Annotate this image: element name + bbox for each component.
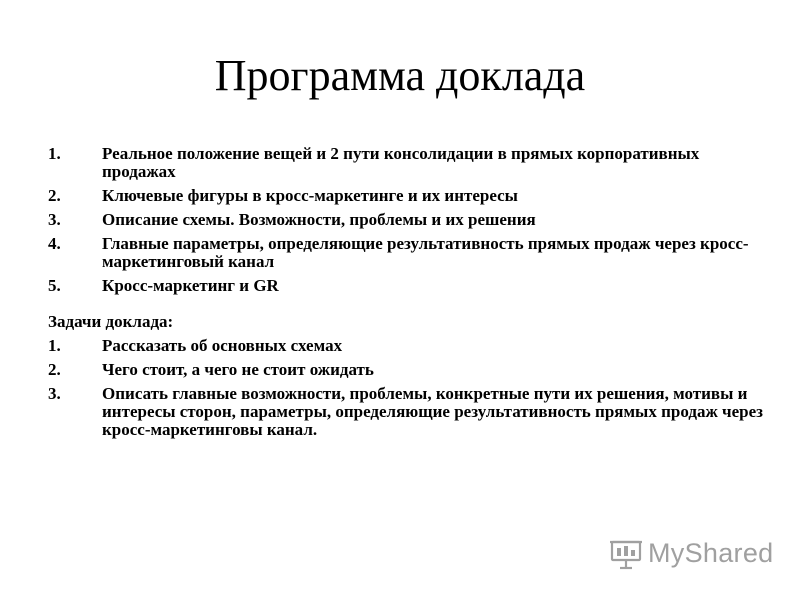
- item-text: Чего стоит, а чего не стоит ожидать: [102, 360, 374, 379]
- item-number: 4.: [48, 234, 61, 253]
- item-number: 1.: [48, 144, 61, 163]
- item-text: Описать главные возможности, проблемы, конкретные пути их решения, мотивы и интересы сторон, параметры, определяющие результативность прямых продаж через кросс-маркетинговы канал.: [102, 384, 763, 439]
- item-text: Описание схемы. Возможности, проблемы и их решения: [102, 210, 536, 229]
- item-number: 2.: [48, 360, 61, 379]
- watermark-logo: [608, 535, 773, 571]
- program-item: [48, 277, 768, 295]
- slide-content: [48, 145, 768, 445]
- item-text: Реальное положение вещей и 2 пути консолидации в прямых корпоративных продажах: [102, 144, 700, 181]
- watermark-text: MyShared: [648, 537, 774, 568]
- item-number: 3.: [48, 210, 61, 229]
- tasks-heading: Задачи доклада:: [48, 312, 174, 331]
- task-item: [48, 337, 768, 355]
- item-text: Ключевые фигуры в кросс-маркетинге и их интересы: [102, 186, 518, 205]
- task-item: [48, 385, 768, 439]
- item-number: 3.: [48, 384, 61, 403]
- item-text: Кросс-маркетинг и GR: [102, 276, 279, 295]
- program-list: [48, 145, 768, 295]
- program-item: [48, 211, 768, 229]
- program-item: [48, 187, 768, 205]
- item-number: 2.: [48, 186, 61, 205]
- program-item: [48, 145, 768, 181]
- presentation-board-icon: [608, 535, 644, 571]
- task-item: [48, 361, 768, 379]
- item-number: 5.: [48, 276, 61, 295]
- program-item: [48, 235, 768, 271]
- item-text: Рассказать об основных схемах: [102, 336, 343, 355]
- tasks-list: [48, 337, 768, 439]
- item-text: Главные параметры, определяющие результативность прямых продаж через кросс-маркетинговый канал: [102, 234, 749, 271]
- slide-title: Программа доклада: [214, 51, 586, 100]
- item-number: 1.: [48, 336, 61, 355]
